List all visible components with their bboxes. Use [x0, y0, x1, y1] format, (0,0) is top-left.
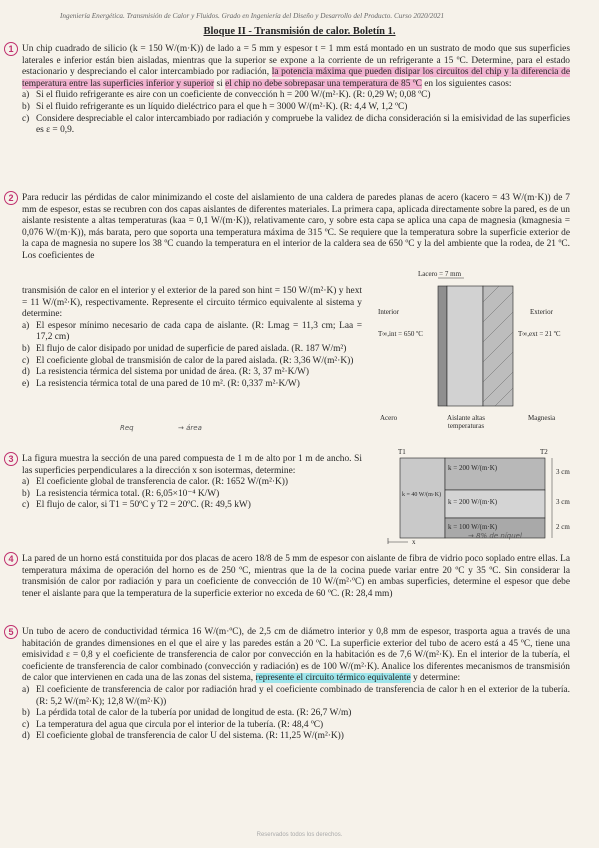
exterior-label: Exterior — [530, 308, 553, 316]
steel-layer — [438, 286, 447, 406]
highlight: el chip no debe sobrepasar una temperatura de 85 ºC — [225, 78, 422, 89]
height-1-label: 3 cm — [556, 468, 570, 476]
high-temp-insulation-layer — [447, 286, 483, 406]
problem-3-statement: La figura muestra la sección de una pared compuesta de 1 m de alto por 1 m de ancho. Si las superficies perpendiculares a la dirección x son isotermas, determine: — [22, 454, 362, 476]
item-text: Considere despreciable el calor intercambiado por radiación y compruebe la validez de dicha consideración si la emisividad de las superficies es ε = 0,9. — [36, 113, 570, 136]
item-label: b) — [22, 708, 30, 719]
item-text: El espesor mínimo necesario de cada capa de aislante. (R: Lmag = 11,3 cm; Laa = 17,2 cm) — [36, 320, 362, 343]
problem-number: 4 — [4, 552, 18, 566]
problem-2 — [8, 193, 570, 263]
interior-temp-label: T∞,int = 650 ºC — [378, 330, 423, 338]
steel-label: Acero — [380, 414, 398, 422]
problem-number: 2 — [4, 191, 18, 205]
problem-number: 1 — [4, 42, 18, 56]
x-axis-label: x — [412, 538, 416, 546]
t2-label: T2 — [540, 448, 548, 456]
height-3-label: 2 cm — [556, 523, 570, 531]
item-text: El coeficiente global de transferencia de calor U del sistema. (R: 11,25 W/(m²·K)) — [36, 731, 344, 742]
list-item — [22, 321, 362, 344]
problem-number: 3 — [4, 452, 18, 466]
highlight: represente el circuito térmico equivalente — [255, 673, 411, 684]
problem-2-statement: Para reducir las pérdidas de calor minimizando el coste del aislamiento de una caldera de paredes planas de acero (kacero = 43 W/(m·K)) de 7 mm de espesor, estas se recubren con dos capas aislantes de diferentes materiales. La primera capa, aplicada directamente sobre la pared, es de un aislante resistente a altas temperaturas (kaa = 0,1 W/(m·K)), relativamente caro, y sobre esta capa se aplica una capa de magnesia (kmagnesia = 0,076 W/(m·K)), más barata, pero que soporta una temperatura máxima de 315 ºC. Se requiere que la temperatura sobre la superficie exterior de la capa de magnesia no supere los 38 ºC cuando la temperatura en el interior de la caldera sea de 650 ºC y la del ambiente que la rodea, de 21 ºC. Los coeficientes de — [22, 193, 570, 261]
problem-1 — [8, 44, 570, 137]
k100-label: k = 100 W/(m·K) — [448, 523, 498, 531]
item-text: La temperatura del agua que circula por el interior de la tubería. (R: 48,4 ºC) — [36, 719, 324, 730]
item-text: El coeficiente global de transmisión de calor de la pared aislada. (R: 3,36 W/(m²·K)) — [36, 355, 354, 366]
steel-thickness-label: Lacero = 7 mm — [418, 270, 462, 278]
list-item — [22, 731, 570, 743]
exterior-temp-label: T∞,ext = 21 ºC — [518, 330, 561, 338]
page-footer: Reservados todos los derechos. — [256, 832, 343, 838]
list-item — [22, 489, 362, 501]
item-text: El coeficiente de transferencia de calor por radiación hrad y el coeficiente combinado de transferencia de calor h en el exterior de la tubería. (R: 5,2 W/(m²·K); 12,8 W/(m²·K)) — [36, 684, 570, 707]
list-item — [22, 500, 362, 512]
page-title: Bloque II - Transmisión de calor. Boletín 1. — [203, 26, 396, 37]
item-label: b) — [22, 101, 30, 112]
item-label: a) — [22, 320, 30, 331]
problem-4-statement: La pared de un horno está constituida por dos placas de acero 18/8 de 5 mm de espesor con aislante de fibra de vidrio poco soplado entre ellas. La temperatura máxima de operación del horno es de 250 ºC, mientras que la de la cocina puede variar entre 20 ºC y 35 ºC. Sin considerar la transmisión de calor por radiación y para un coeficiente de convección de 10 W/(m²·ºC) en ambas superficies, determine el espesor que debe tener el aislante para que la temperatura de la superficie exterior no exceda de 60 ºC. (R: 28,4 mm) — [22, 554, 570, 599]
t1-label: T1 — [398, 448, 406, 456]
item-text: Si el fluido refrigerante es aire con un coeficiente de convección h = 200 W/(m²·K). (R: 0,29 W; 0,08 ºC) — [36, 90, 431, 101]
magnesia-label: Magnesia — [528, 414, 556, 422]
magnesia-layer — [483, 286, 513, 406]
list-item — [22, 356, 362, 368]
item-text: La resistencia térmica total de una pared de 10 m². (R: 0,337 m²·K/W) — [36, 378, 300, 389]
item-text: La resistencia térmica total. (R: 6,05×10⁻⁴ K/W) — [36, 488, 220, 499]
statement-text: en los siguientes casos: — [421, 78, 512, 89]
highlight: la potencia máxima que pueden disipar los circuitos del chip y la diferencia de temperatura entre las superficies inferior y superior — [22, 67, 570, 89]
problem-4 — [8, 554, 570, 600]
item-label: c) — [22, 500, 30, 511]
list-item — [22, 114, 570, 137]
insulation-label: Aislante altas temperaturas — [447, 414, 485, 430]
list-item — [22, 477, 362, 489]
section-block-k40 — [445, 458, 545, 490]
item-text: El coeficiente global de transferencia de calor. (R: 1652 W/(m²·K)) — [36, 477, 289, 488]
problem-5-statement — [22, 627, 570, 685]
problem-3 — [8, 454, 362, 512]
k40-label: k = 40 W/(m·K) — [402, 492, 442, 498]
item-text: Si el fluido refrigerante es un líquido dieléctrico para el que h = 3000 W/(m²·K). (R: 4,4 W, 1,2 ºC) — [36, 101, 408, 112]
list-item — [22, 344, 362, 356]
problem-5-items — [22, 685, 570, 743]
list-item — [22, 379, 362, 391]
list-item — [22, 685, 570, 708]
problem-1-statement — [22, 44, 570, 90]
problem-1-items — [22, 90, 570, 136]
k200-mid-label: k = 200 W/(m·K) — [448, 498, 498, 506]
height-2-label: 3 cm — [556, 498, 570, 506]
list-item — [22, 708, 570, 720]
item-label: d) — [22, 731, 30, 742]
item-label: a) — [22, 477, 30, 488]
problem-2-continuation: transmisión de calor en el interior y el exterior de la pared son hint = 150 W/(m²·K) y hext = 11 W/(m²·K), respectivamente. Represente el circuito térmico equivalente al sistema y determine: — [22, 286, 362, 320]
section-block-k200-left — [400, 458, 445, 538]
handwritten-note: Req — [120, 424, 134, 432]
problem-number: 5 — [4, 625, 18, 639]
statement-text: y determine: — [410, 673, 461, 684]
composite-section-figure — [380, 446, 580, 546]
statement-text: si — [214, 78, 226, 89]
problem-2-continued — [22, 286, 362, 390]
page-header: Ingeniería Energética. Transmisión de Calor y Fluidos. Grado en Ingeniería del Diseño y Desarrollo del Producto. Curso 2020/2021 — [60, 12, 445, 20]
item-label: c) — [22, 113, 30, 124]
item-label: e) — [22, 378, 30, 389]
list-item — [22, 720, 570, 732]
item-label: b) — [22, 488, 30, 499]
item-text: La resistencia térmica del sistema por unidad de área. (R: 3, 37 m²·K/W) — [36, 367, 310, 378]
item-label: c) — [22, 355, 30, 366]
item-label: a) — [22, 684, 30, 695]
problem-3-items — [22, 477, 362, 512]
item-label: b) — [22, 343, 30, 354]
wall-layers-figure — [378, 272, 578, 447]
item-text: La pérdida total de calor de la tubería por unidad de longitud de esta. (R: 26,7 W/m) — [36, 708, 352, 719]
item-label: c) — [22, 719, 30, 730]
problem-5 — [8, 627, 570, 743]
statement-text: Un tubo de acero de conductividad térmica 16 W/(m·ºC), de 2,5 cm de diámetro interior y 0,8 mm de espesor, trasporta agua a través de una habitación de grandes dimensiones en el que el aire y las paredes están a 20 ºC. La superficie exterior del tubo de acero está a 45 ºC, tiene una emisividad ε = 0,8 y el coeficiente de transferencia de calor por convección en la habitación es de 7,6 W/(m²·K). En el interior de la tubería, el coeficiente de transferencia de calor combinado (convección y radiación) es de 100 W/(m²·K). Analice los diferentes mecanismos de transmisión de calor que intervienen en cada una de las zonas del sistema, — [22, 627, 570, 684]
handwritten-note: → área — [178, 424, 202, 432]
handwritten-note: → 8% de níquel — [468, 532, 522, 540]
item-label: d) — [22, 367, 30, 378]
list-item — [22, 90, 570, 102]
list-item — [22, 102, 570, 114]
item-label: a) — [22, 90, 30, 101]
interior-label: Interior — [378, 308, 399, 316]
list-item — [22, 367, 362, 379]
item-text: El flujo de calor, si T1 = 50ºC y T2 = 20ºC. (R: 49,5 kW) — [36, 500, 251, 511]
statement-text: Un chip cuadrado de silicio (k = 150 W/(m·K)) de lado a = 5 mm y espesor t = 1 mm está montado en un sustrato de modo que sus superficies laterales e inferior están bien aisladas, mientras que la superior se expone a la corriente de un refrigerante a 15 ºC. Determine, para el estado estacionario y despreciando el calor intercambiado por radiación, — [22, 44, 570, 78]
k200-top-label: k = 200 W/(m·K) — [448, 464, 498, 472]
item-text: El flujo de calor disipado por unidad de superficie de pared aislada. (R. 187 W/m²) — [36, 343, 347, 354]
problem-2-items — [22, 321, 362, 391]
